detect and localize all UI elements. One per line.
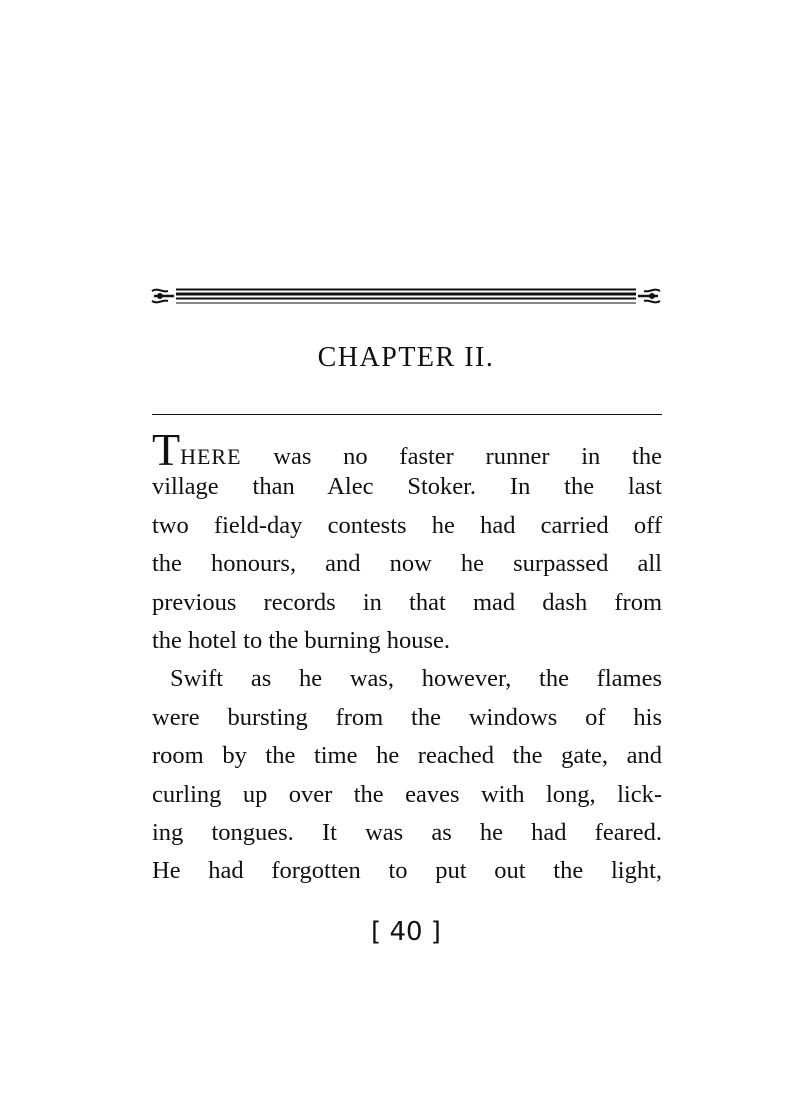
opening-word: HERE [180,444,242,469]
text-line-8: were bursting from the windows of his [152,703,662,731]
text-line-7: Swift as he was, however, the flames [170,665,662,693]
page-number: [ 40 ] [371,917,441,947]
chapter-divider-rule [152,414,662,415]
text-line-5: previous records in that mad dash from [152,588,662,616]
right-fleuron-icon [638,290,660,303]
text-line-11: ing tongues. It was as he had feared. [152,818,662,846]
drop-cap-letter: T [152,424,181,475]
text-line-4: the honours, and now he surpassed all [152,550,662,578]
text-line-9: room by the time he reached the gate, and [152,742,662,770]
text-line-1-rest: was no faster runner in the [241,443,662,470]
text-line-3: two field-day contests he had carried off [152,511,662,539]
chapter-title: CHAPTER II. [317,342,495,373]
chapter-ornament-rule [150,285,662,309]
text-line-10: curling up over the eaves with long, lick- [152,780,662,808]
chapter-body-text [152,424,662,891]
text-line-1 [152,424,662,475]
text-line-2: village than Alec Stoker. In the last [152,473,662,501]
left-fleuron-icon [152,290,174,303]
text-line-12: He had forgotten to put out the light, [152,857,662,885]
text-line-6: the hotel to the burning house. [152,626,451,654]
